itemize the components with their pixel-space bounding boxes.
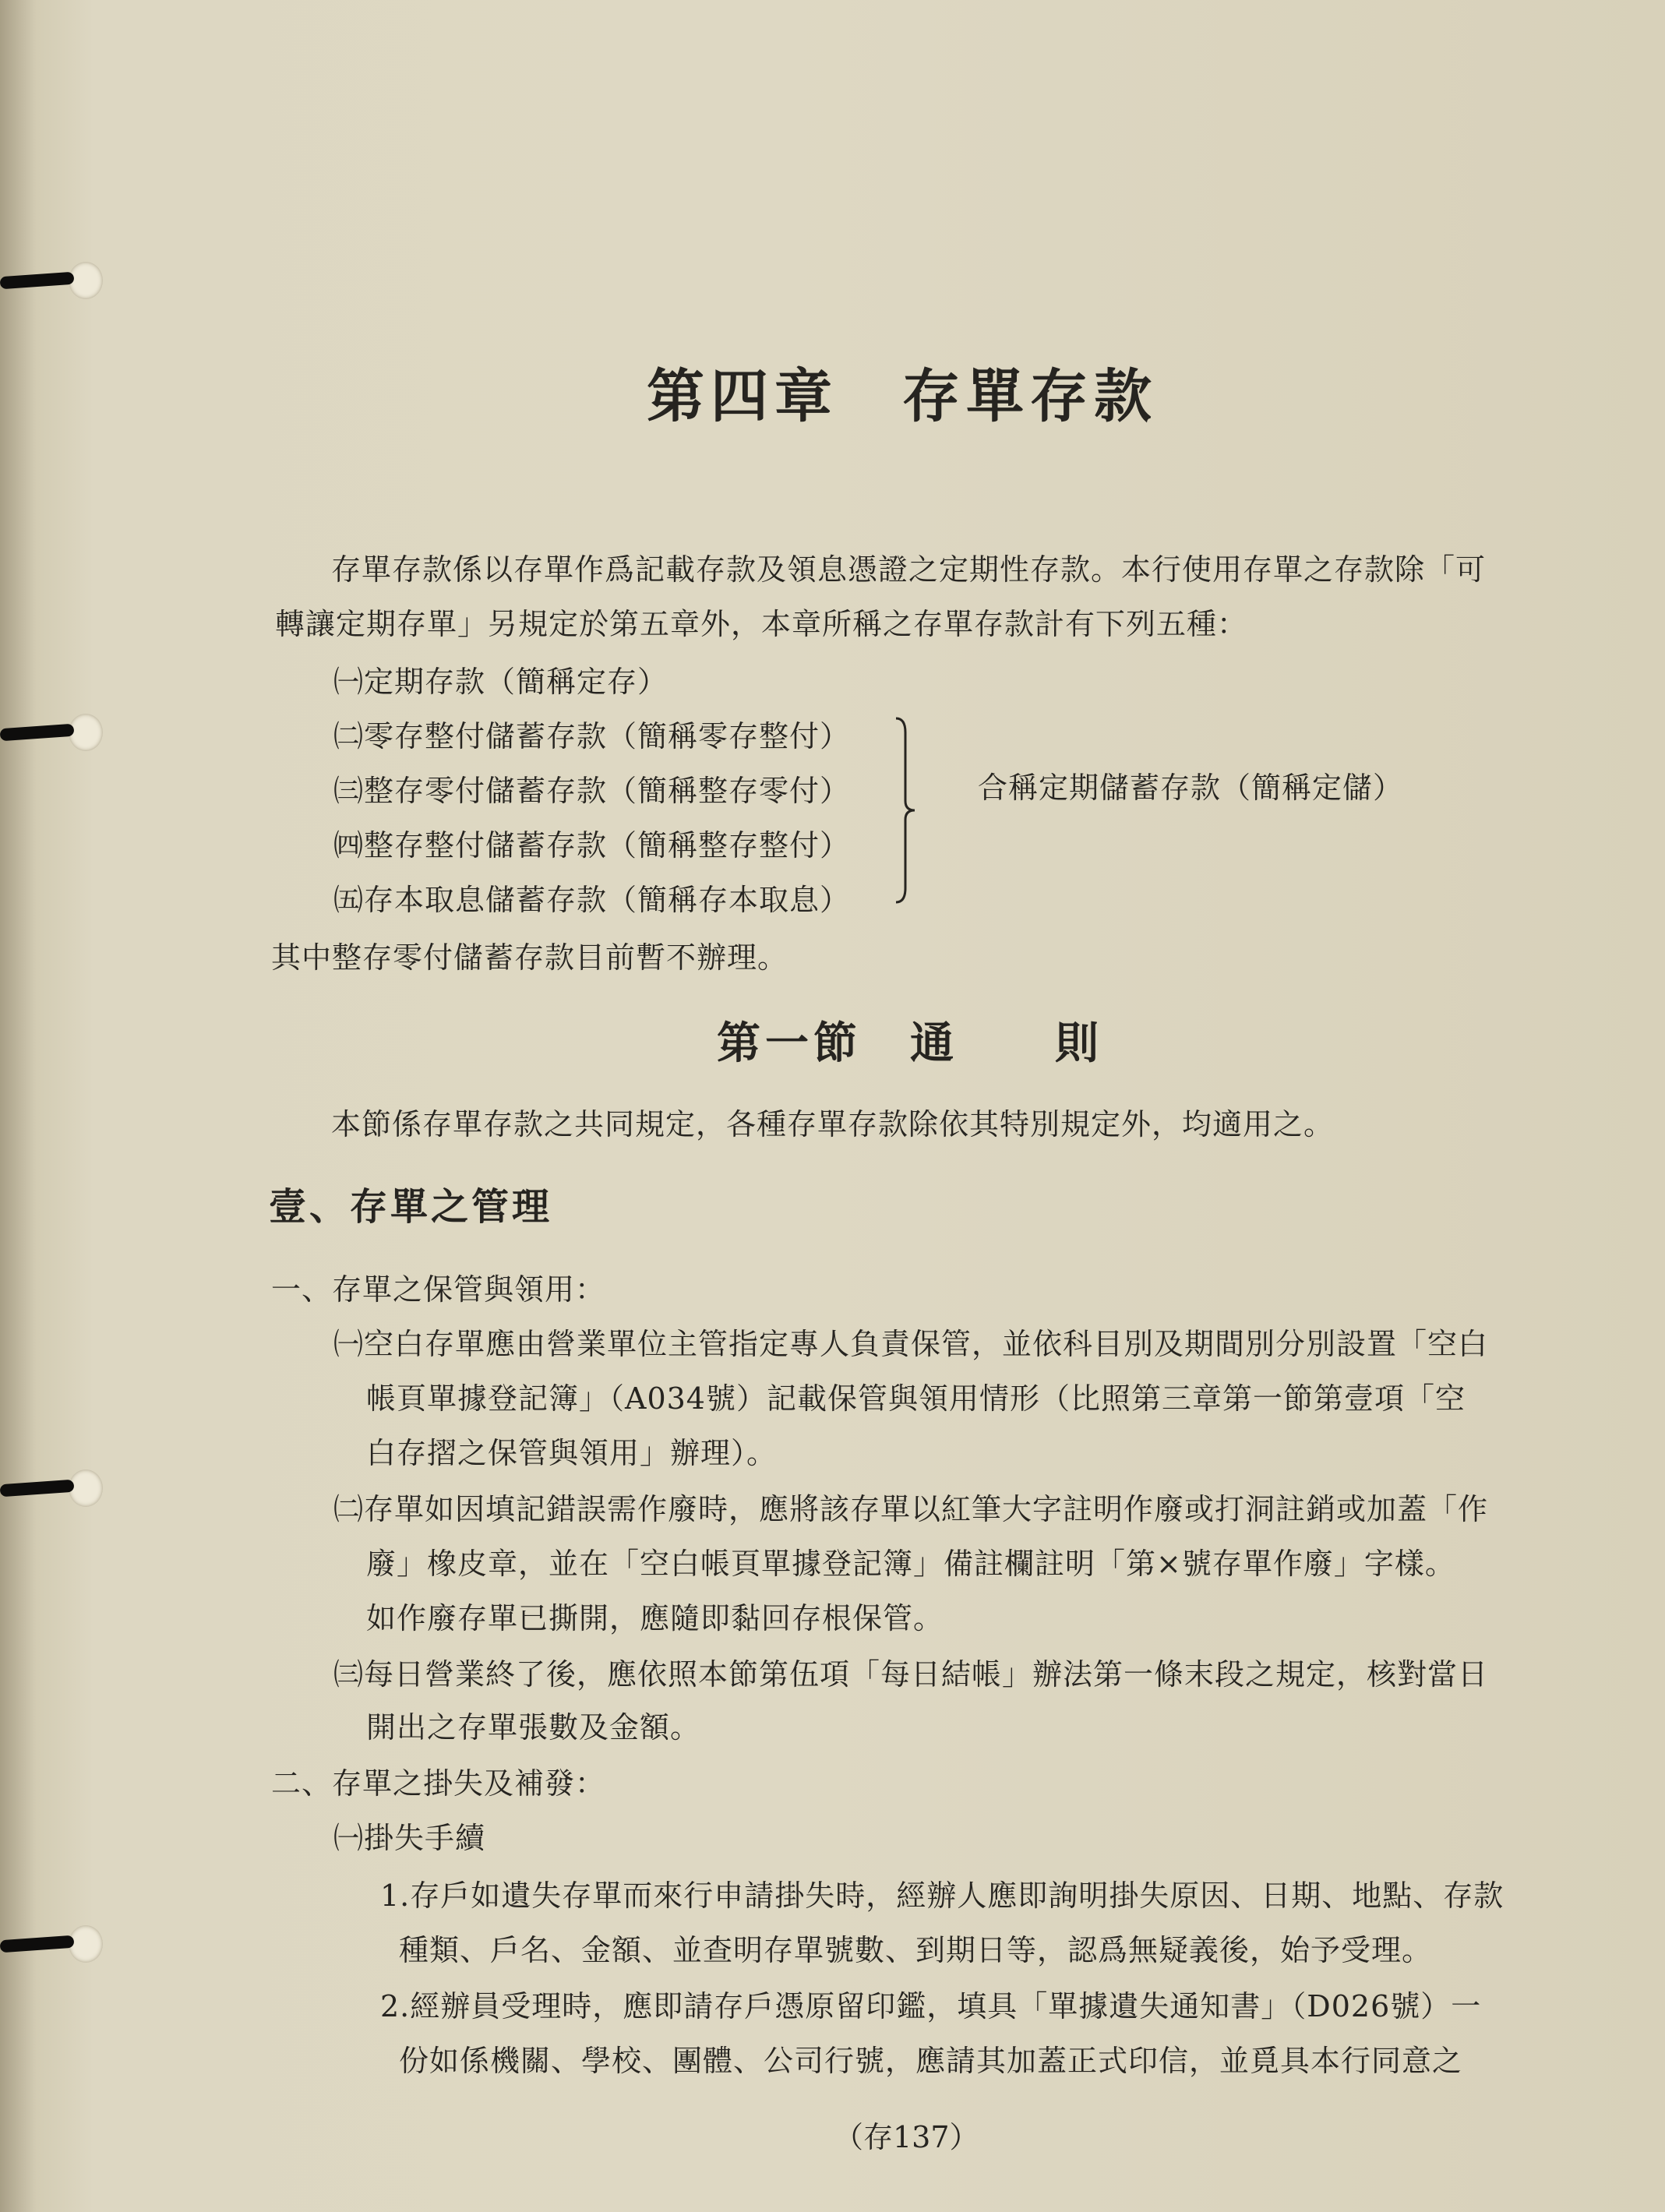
item-title: 一、存單之保管與領用： bbox=[271, 1272, 606, 1307]
binding-stitch bbox=[0, 709, 109, 756]
paragraph-line: 2.經辦員受理時，應即請存戶憑原留印鑑，填具「單據遺失通知書」（D026號）一 bbox=[380, 1989, 1482, 2023]
paragraph-line: 廢」橡皮章，並在「空白帳頁單據登記簿」備註欄註明「第×號存單作廢」字樣。 bbox=[366, 1547, 1455, 1581]
paragraph-line: 帳頁單據登記簿」（A034號）記載保管與領用情形（比照第三章第一節第壹項「空 bbox=[366, 1381, 1466, 1416]
deposit-type-item: ㈢整存零付儲蓄存款（簡稱整存零付） bbox=[333, 774, 851, 808]
grouping-brace bbox=[894, 717, 916, 904]
paragraph-line: 如作廢存單已撕開，應隨即黏回存根保管。 bbox=[366, 1601, 944, 1635]
binding-stitch bbox=[0, 1921, 109, 1967]
paragraph-line: ㈡存單如因填記錯誤需作廢時，應將該存單以紅筆大字註明作廢或打洞註銷或加蓋「作 bbox=[333, 1492, 1489, 1526]
paragraph-line: 份如係機關、學校、團體、公司行號，應請其加蓋正式印信，並覓具本行同意之 bbox=[399, 2044, 1463, 2078]
deposit-type-item: ㈤存本取息儲蓄存款（簡稱存本取息） bbox=[333, 883, 851, 917]
deposit-type-item: ㈡零存整付儲蓄存款（簡稱零存整付） bbox=[333, 719, 851, 753]
intro-line: 存單存款係以存單作爲記載存款及領息憑證之定期性存款。本行使用存單之存款除「可 bbox=[331, 552, 1487, 587]
binding-stitch bbox=[0, 1465, 109, 1512]
deposit-type-item: ㈠定期存款（簡稱定存） bbox=[333, 665, 668, 699]
chapter-title: 第四章 存單存款 bbox=[647, 363, 1158, 430]
paragraph-line: 白存摺之保管與領用」辦理）。 bbox=[366, 1436, 778, 1470]
binding-stitch bbox=[0, 257, 109, 304]
paragraph-line: 種類、戶名、金額、並查明存單號數、到期日等，認爲無疑義後，始予受理。 bbox=[399, 1933, 1433, 1967]
paragraph-line: ㈠空白存單應由營業單位主管指定專人負責保管，並依科目別及期間別分別設置「空白 bbox=[333, 1327, 1489, 1361]
item-title: 二、存單之掛失及補發： bbox=[271, 1766, 606, 1801]
intro-line: 轉讓定期存單」另規定於第五章外，本章所稱之存單存款計有下列五種： bbox=[275, 607, 1248, 641]
paragraph-line: 開出之存單張數及金額。 bbox=[366, 1710, 701, 1745]
binding-edge bbox=[0, 0, 36, 2212]
paragraph-line: ㈢每日營業終了後，應依照本節第伍項「每日結帳」辦法第一條末段之規定，核對當日 bbox=[333, 1657, 1489, 1692]
section-title: 第一節 通 則 bbox=[717, 1018, 1103, 1069]
subsection-heading: 壹、存單之管理 bbox=[269, 1185, 553, 1229]
page-number: （存137） bbox=[834, 2120, 979, 2154]
sub-item-title: ㈠掛失手續 bbox=[333, 1821, 486, 1855]
combined-note: 合稱定期儲蓄存款（簡稱定儲） bbox=[978, 771, 1404, 805]
paragraph-line: 1.存戶如遺失存單而來行申請掛失時，經辦人應即詢明掛失原因、日期、地點、存款 bbox=[380, 1879, 1504, 1913]
section-intro: 本節係存單存款之共同規定，各種存單存款除依其特別規定外，均適用之。 bbox=[331, 1107, 1335, 1141]
deposit-type-item: ㈣整存整付儲蓄存款（簡稱整存整付） bbox=[333, 828, 851, 863]
suspended-note: 其中整存零付儲蓄存款目前暫不辦理。 bbox=[271, 940, 788, 975]
